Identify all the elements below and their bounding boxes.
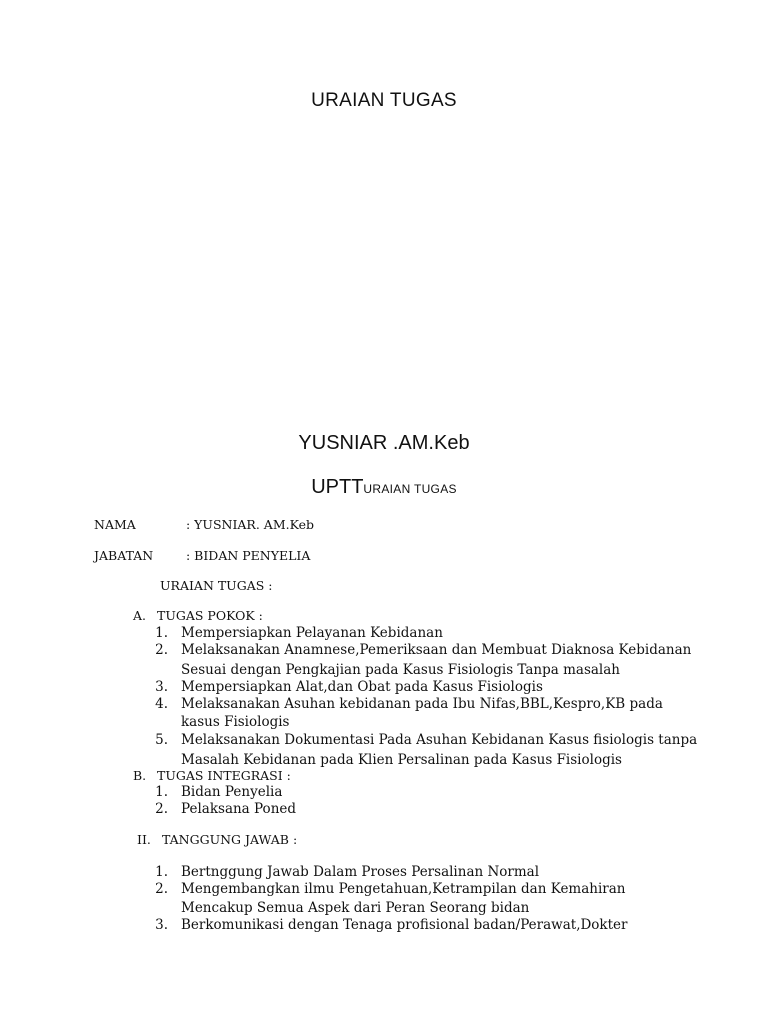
section-ii-title: TANGGUNG JAWAB :: [162, 832, 298, 847]
section-a-marker: A.: [133, 608, 147, 623]
list-item-number: 3.: [155, 917, 168, 933]
list-item-number: 2.: [155, 881, 168, 897]
section-a-title: TUGAS POKOK :: [157, 608, 263, 623]
list-item-number: 2.: [155, 801, 168, 817]
list-item-continuation: Mencakup Semua Aspek dari Peran Seorang bidan: [181, 900, 530, 916]
author-name: YUSNIAR .AM.Keb: [298, 432, 470, 454]
subtitle-main: UPTT: [311, 476, 364, 498]
list-item: Bertnggung Jawab Dalam Proses Persalinan Normal: [181, 864, 540, 880]
section-ii-marker: II.: [137, 832, 151, 847]
jabatan-label: JABATAN: [94, 548, 154, 563]
list-item-continuation: Masalah Kebidanan pada Klien Persalinan pada Kasus Fisiologis: [181, 752, 622, 768]
nama-value: : YUSNIAR. AM.Keb: [186, 517, 314, 532]
uraian-tugas-heading: URAIAN TUGAS :: [160, 578, 273, 593]
list-item: Berkomunikasi dengan Tenaga profisional badan/Perawat,Dokter: [181, 917, 628, 933]
list-item: Mengembangkan ilmu Pengetahuan,Ketrampilan dan Kemahiran: [181, 881, 626, 897]
list-item: Bidan Penyelia: [181, 784, 283, 800]
jabatan-value: : BIDAN PENYELIA: [186, 548, 311, 563]
list-item-number: 1.: [155, 625, 168, 641]
list-item: Mempersiapkan Alat,dan Obat pada Kasus Fisiologis: [181, 679, 543, 695]
list-item-number: 3.: [155, 679, 168, 695]
list-item-number: 4.: [155, 696, 168, 712]
subtitle-small: URAIAN TUGAS: [363, 482, 457, 496]
list-item-number: 1.: [155, 784, 168, 800]
document-title: URAIAN TUGAS: [311, 90, 457, 111]
list-item-number: 5.: [155, 732, 168, 748]
nama-label: NAMA: [94, 517, 136, 532]
list-item-continuation: Sesuai dengan Pengkajian pada Kasus Fisiologis Tanpa masalah: [181, 662, 620, 678]
list-item: Pelaksana Poned: [181, 801, 297, 817]
list-item: Mempersiapkan Pelayanan Kebidanan: [181, 625, 443, 641]
list-item: Melaksanakan Dokumentasi Pada Asuhan Kebidanan Kasus fisiologis tanpa: [181, 732, 698, 748]
list-item: Melaksanakan Anamnese,Pemeriksaan dan Membuat Diaknosa Kebidanan: [181, 642, 692, 658]
list-item-number: 1.: [155, 864, 168, 880]
list-item-continuation: kasus Fisiologis: [181, 714, 290, 730]
subtitle: [0, 476, 768, 499]
section-b-marker: B.: [133, 768, 147, 783]
list-item-number: 2.: [155, 642, 168, 658]
list-item: Melaksanakan Asuhan kebidanan pada Ibu Nifas,BBL,Kespro,KB pada: [181, 696, 663, 712]
section-b-title: TUGAS INTEGRASI :: [157, 768, 291, 783]
